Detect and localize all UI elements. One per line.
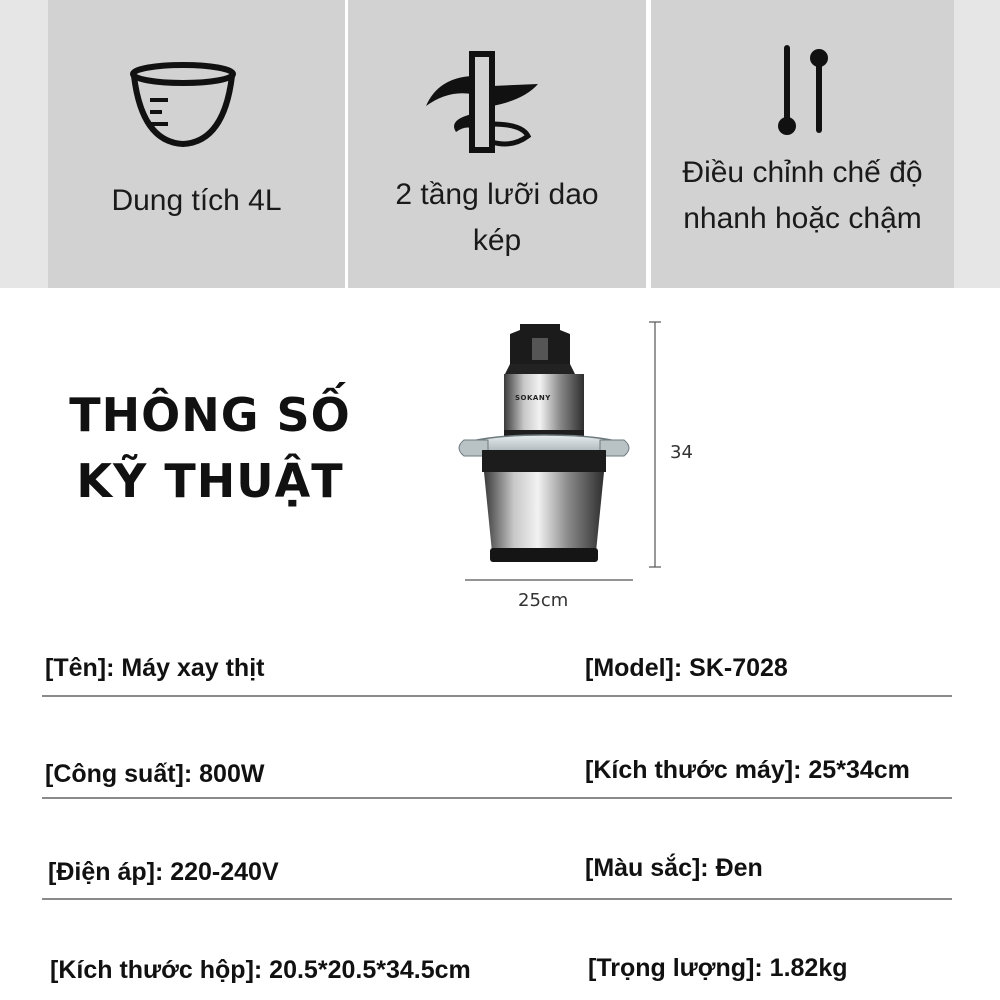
spec-color: [Màu sắc]: Đen	[585, 854, 763, 882]
spec-power: [Công suất]: 800W	[45, 760, 265, 788]
feature-panel-blades	[348, 0, 646, 288]
spec-heading	[50, 382, 370, 514]
feature-panel-capacity	[48, 0, 345, 288]
speed-control-icon	[773, 44, 833, 145]
spec-weight: [Trọng lượng]: 1.82kg	[588, 954, 848, 982]
spec-box-size: [Kích thước hộp]: 20.5*20.5*34.5cm	[50, 956, 471, 984]
feature-panel-speed	[651, 0, 954, 288]
feature-strip	[0, 0, 1000, 288]
feature-strip-edge-right	[954, 0, 1000, 288]
product-image	[450, 312, 693, 612]
bowl-icon	[128, 60, 238, 155]
spec-model: [Model]: SK-7028	[585, 654, 788, 682]
spec-divider-3	[42, 898, 952, 900]
height-label: 34	[670, 442, 693, 463]
spec-heading-line2: KỸ THUẬT	[76, 454, 344, 508]
feature-label-blades: 2 tầng lưỡi dao kép	[395, 178, 599, 257]
brand-label: SOKANY	[515, 394, 551, 402]
spec-divider-2	[42, 797, 952, 799]
spec-divider-1	[42, 695, 952, 697]
spec-heading-line1: THÔNG SỐ	[69, 388, 351, 442]
double-blade-icon	[420, 48, 550, 163]
feature-label-speed: Điều chỉnh chế độ nhanh hoặc chậm	[682, 156, 923, 235]
spec-voltage: [Điện áp]: 220-240V	[48, 858, 279, 886]
feature-label-capacity: Dung tích 4L	[111, 184, 282, 217]
width-label: 25cm	[518, 590, 569, 611]
feature-strip-edge-left	[0, 0, 48, 288]
spec-size: [Kích thước máy]: 25*34cm	[585, 756, 910, 784]
spec-name: [Tên]: Máy xay thịt	[45, 654, 265, 682]
